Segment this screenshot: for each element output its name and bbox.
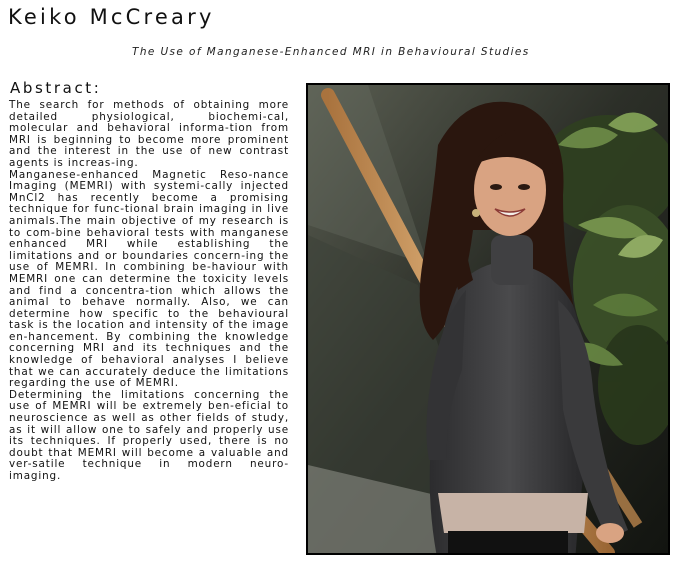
earring [472,209,480,217]
abstract-paragraph: Manganese-enhanced Magnetic Reso-nance Imaging (MEMRI) with systemi-cally injected MnCl2 has recently become a promising technique for func-tional brain imaging in live animals.The main objective of my research is to com-bine behavioral tests with manganese enhanced MRI while establishing the limitations and or boundaries concern-ing the use of MEMRI. In combining be-haviour with MEMRI one can determine the toxicity levels and find a concentra-tion which allows the animal to behave normally. Also, we can determine how specific to the behavioural task is the location and intensity of the image en-hancement. By combining the knowledge concerning MRI and its techniques and the knowledge of behavioral analyses I believe that we can accurately deduce the limitations regarding the use of MEMRI. [9,168,289,390]
research-title: The Use of Manganese-Enhanced MRI in Behavioural Studies [132,46,530,58]
portrait-illustration [308,85,668,553]
eye [490,184,502,190]
legs [448,531,568,553]
author-name: Keiko McCreary [8,5,215,29]
abstract-paragraph: Determining the limitations concerning the use of MEMRI will be extremely ben-eficial to neuroscience as well as other fields of study, as it will allow one to safely and properly use its techniques. If properly used, there is no doubt that MEMRI will become a valuable and ver-satile technique in modern neuro-imaging. [9,388,289,482]
hand [596,523,624,543]
skirt-band [438,493,588,533]
abstract-body [9,100,289,483]
eye [518,184,530,190]
abstract-heading: Abstract: [10,79,102,97]
portrait-photo [306,83,670,555]
turtleneck [491,235,533,285]
abstract-paragraph: The search for methods of obtaining more detailed physiological, biochemi-cal, molecular and behavioral informa-tion from MRI is beginning to become more prominent and the interest in the use of new contrast agents is increas-ing. [9,99,289,169]
